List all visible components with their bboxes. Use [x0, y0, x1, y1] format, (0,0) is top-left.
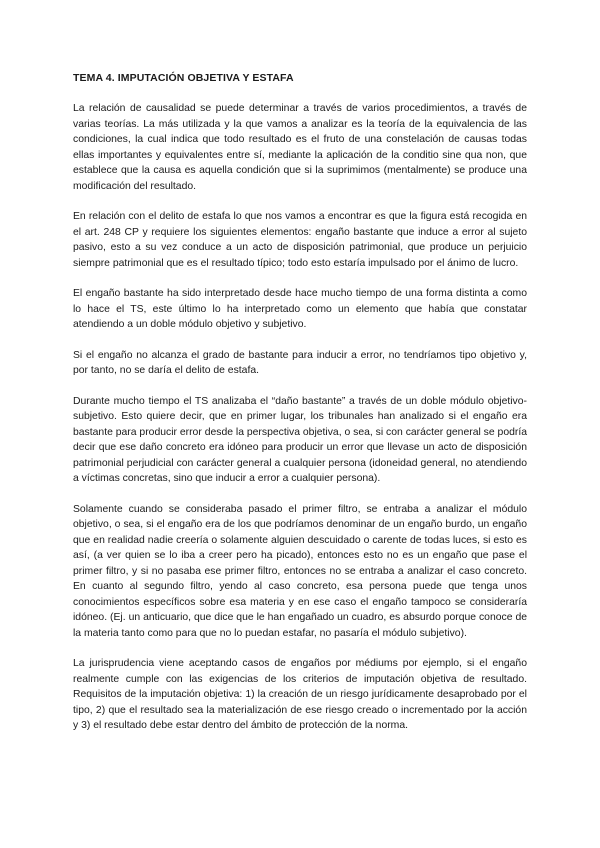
paragraph-jurisprudencia: La jurisprudencia viene aceptando casos de engaños por médiums por ejemplo, si el engaño realmente cumple con las exigencias de los criterios de imputación objetiva de resultado. Requisitos de la imputación objetiva: 1) la creación de un riesgo jurídicamente desaprobado por el tipo, 2) que el resultado sea la materialización de ese riesgo creado o incrementado por la acción y 3) el resultado debe estar dentro del ámbito de protección de la norma. — [73, 658, 527, 731]
paragraph-causalidad: La relación de causalidad se puede determinar a través de varios procedimientos, a través de varias teorías. La más utilizada y la que vamos a analizar es la teoría de la equivalencia de las condiciones, la cual indica que todo resultado es el fruto de una constelación de causas todas ellas importantes y equivalentes entre sí, mediante la aplicación de la conditio sine qua non, que establece que la causa es aquella condición que si la suprimimos (mentalmente) se produce una modificación del resultado. — [73, 103, 527, 192]
paragraph-estafa-elementos: En relación con el delito de estafa lo que nos vamos a encontrar es que la figura está recogida en el art. 248 CP y requiere los siguientes elementos: engaño bastante que induce a error al sujeto pasivo, esto a su vez conduce a un acto de disposición patrimonial, que produce un perjuicio siempre patrimonial que es el resultado típico; todo esto estaría impulsado por el ánimo de lucro. — [73, 211, 527, 269]
paragraph-tipo-objetivo: Si el engaño no alcanza el grado de bastante para inducir a error, no tendríamos tipo objetivo y, por tanto, no se daría el delito de estafa. — [73, 349, 527, 376]
paragraph-engano-bastante: El engaño bastante ha sido interpretado desde hace mucho tiempo de una forma distinta a como lo hace el TS, este último lo ha interpretado como un elemento que había que constatar atendiendo a un doble módulo objetivo y subjetivo. — [73, 288, 527, 330]
paragraph-modulo-objetivo-subjetivo: Durante mucho tiempo el TS analizaba el “daño bastante” a través de un doble módulo objetivo-subjetivo. Esto quiere decir, que en primer lugar, los tribunales han analizado si el engaño era bastante para producir error desde la perspectiva objetiva, o sea, si con carácter general se podría decir que ese daño concreto era idóneo para producir un error que llevase un acto de disposición patrimonial perjudicial con carácter general a cualquier persona (idoneidad general, no atendiendo a víctimas concretas, sino que inducir a error a cualquier persona). — [73, 395, 527, 484]
document-title: TEMA 4. IMPUTACIÓN OBJETIVA Y ESTAFA — [73, 72, 294, 84]
paragraph-primer-filtro: Solamente cuando se consideraba pasado el primer filtro, se entraba a analizar el módulo objetivo, o sea, si el engaño era de los que podríamos denominar de un engaño burdo, un engaño que en realidad nadie creería o solamente alguien descuidado o carente de todas luces, si esto es así, (a ver quien se lo iba a creer pero ha picado), entonces esto no es un engaño que pase el primer filtro, y si no pasaba ese primer filtro, entonces no se entraba a analizar el caso concreto. En cuanto al segundo filtro, yendo al caso concreto, esa persona puede que tenga unos conocimientos específicos sobre esa materia y en ese caso el engaño tampoco se consideraría idóneo. (Ej. un anticuario, que dice que le han engañado un cuadro, es absurdo porque conoce de la materia tanto como para que no lo puedan estafar, no pasaría el módulo subjetivo). — [73, 503, 527, 639]
